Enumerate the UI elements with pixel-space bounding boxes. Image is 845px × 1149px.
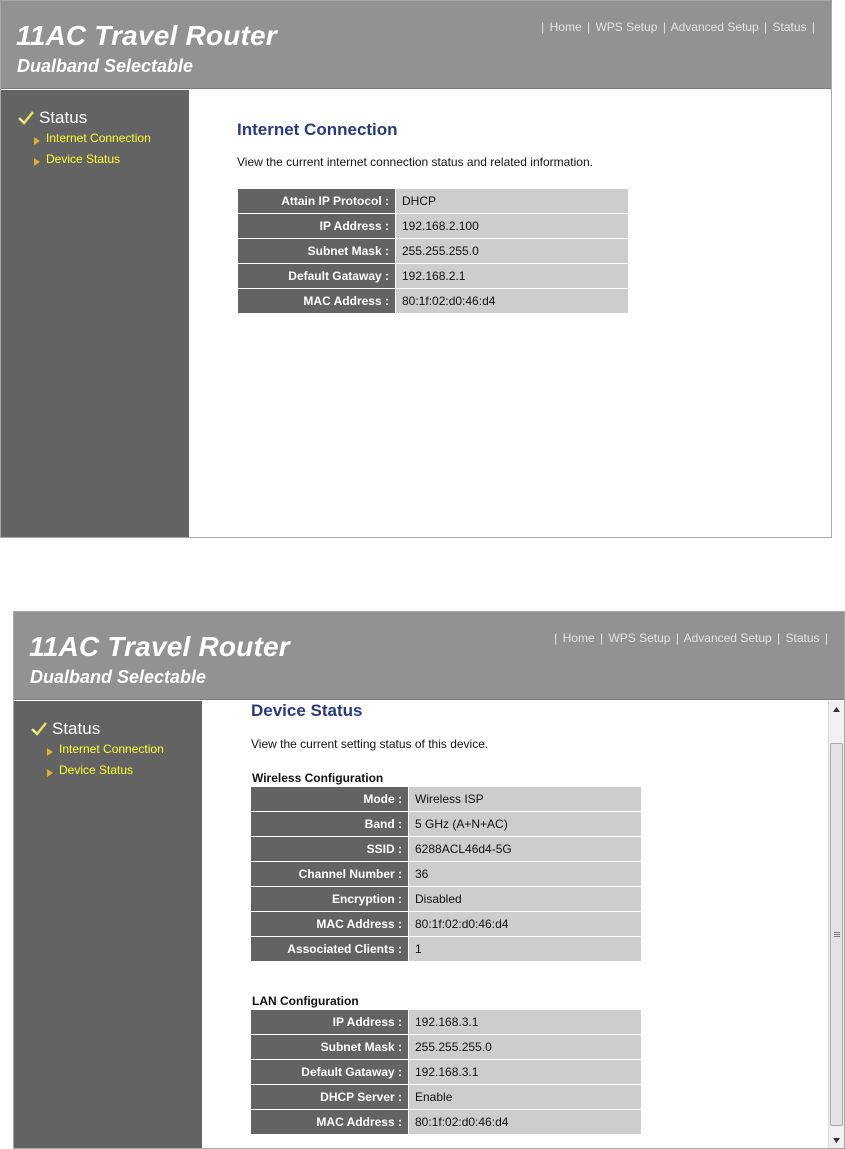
table-row bbox=[251, 912, 641, 936]
sidebar bbox=[1, 90, 189, 537]
content-panel bbox=[189, 90, 831, 537]
sidebar-item-label: Device Status bbox=[46, 152, 121, 166]
sidebar-item-label: Internet Connection bbox=[46, 131, 151, 145]
row-label: IP Address : bbox=[238, 214, 395, 238]
nav-home-link[interactable]: Home bbox=[549, 20, 582, 34]
lan-config-table bbox=[251, 1009, 641, 1135]
nav-separator: | bbox=[662, 20, 666, 34]
lan-config-heading: LAN Configuration bbox=[252, 994, 359, 1008]
brand-title: 11AC Travel Router bbox=[16, 20, 277, 51]
sidebar-item-device-status[interactable] bbox=[33, 151, 120, 167]
row-label: DHCP Server : bbox=[251, 1085, 408, 1109]
content-panel bbox=[202, 701, 844, 1148]
sidebar-item-label: Device Status bbox=[59, 763, 134, 777]
table-row bbox=[251, 1085, 641, 1109]
scroll-up-button[interactable] bbox=[829, 701, 844, 717]
arrow-down-icon bbox=[833, 1138, 840, 1143]
row-label: IP Address : bbox=[251, 1010, 408, 1034]
nav-home-link[interactable]: Home bbox=[562, 631, 595, 645]
nav-advanced-setup-link[interactable]: Advanced Setup bbox=[670, 20, 759, 34]
nav-status-link[interactable]: Status bbox=[772, 20, 807, 34]
scrollbar-thumb[interactable] bbox=[830, 743, 843, 1126]
row-label: SSID : bbox=[251, 837, 408, 861]
table-row bbox=[251, 812, 641, 836]
nav-separator: | bbox=[554, 631, 558, 645]
nav-status-link[interactable]: Status bbox=[785, 631, 820, 645]
row-value: 5 GHz (A+N+AC) bbox=[408, 812, 641, 836]
arrow-right-icon bbox=[46, 765, 54, 775]
nav-separator: | bbox=[764, 20, 768, 34]
sidebar-item-device-status[interactable] bbox=[46, 762, 133, 778]
table-row bbox=[251, 887, 641, 911]
row-label: Encryption : bbox=[251, 887, 408, 911]
row-value: 80:1f:02:d0:46:d4 bbox=[395, 289, 628, 313]
brand-title: 11AC Travel Router bbox=[29, 631, 290, 662]
sidebar bbox=[14, 701, 202, 1148]
row-label: Channel Number : bbox=[251, 862, 408, 886]
internet-info-table bbox=[238, 188, 628, 314]
table-row bbox=[238, 189, 628, 213]
table-row bbox=[251, 787, 641, 811]
row-label: Default Gataway : bbox=[251, 1060, 408, 1084]
header bbox=[14, 612, 844, 700]
row-label: Subnet Mask : bbox=[251, 1035, 408, 1059]
grip-icon bbox=[834, 932, 840, 937]
nav-wps-setup-link[interactable]: WPS Setup bbox=[595, 20, 658, 34]
row-label: Band : bbox=[251, 812, 408, 836]
row-label: MAC Address : bbox=[238, 289, 395, 313]
row-value: Disabled bbox=[408, 887, 641, 911]
row-label: Mode : bbox=[251, 787, 408, 811]
table-row bbox=[251, 1060, 641, 1084]
arrow-right-icon bbox=[46, 744, 54, 754]
sidebar-item-internet-connection[interactable] bbox=[46, 741, 164, 757]
row-label: Default Gataway : bbox=[238, 264, 395, 288]
arrow-up-icon bbox=[833, 707, 840, 712]
nav-separator: | bbox=[586, 20, 591, 34]
row-value: 192.168.2.1 bbox=[395, 264, 628, 288]
checkmark-icon bbox=[30, 720, 48, 738]
page-title: Device Status bbox=[251, 701, 363, 720]
page-description: View the current setting status of this device. bbox=[251, 737, 489, 751]
table-row bbox=[251, 1035, 641, 1059]
page-description: View the current internet connection status and related information. bbox=[237, 155, 593, 169]
wireless-config-table bbox=[251, 786, 641, 962]
table-row bbox=[251, 862, 641, 886]
sidebar-heading-label: Status bbox=[52, 719, 101, 738]
router-window-internet-connection bbox=[0, 0, 832, 538]
nav-separator: | bbox=[541, 20, 545, 34]
row-value: DHCP bbox=[395, 189, 628, 213]
row-value: 80:1f:02:d0:46:d4 bbox=[408, 1110, 641, 1134]
nav-separator: | bbox=[824, 631, 828, 645]
wireless-config-heading: Wireless Configuration bbox=[252, 771, 384, 785]
table-row bbox=[251, 1110, 641, 1134]
nav-advanced-setup-link[interactable]: Advanced Setup bbox=[683, 631, 772, 645]
table-row bbox=[238, 239, 628, 263]
row-value: 1 bbox=[408, 937, 641, 961]
row-label: MAC Address : bbox=[251, 1110, 408, 1134]
brand-subtitle: Dualband Selectable bbox=[30, 667, 207, 687]
checkmark-icon bbox=[17, 109, 35, 127]
row-value: 192.168.2.100 bbox=[395, 214, 628, 238]
row-value: 192.168.3.1 bbox=[408, 1010, 641, 1034]
sidebar-heading[interactable] bbox=[30, 718, 100, 740]
page-title: Internet Connection bbox=[237, 120, 398, 139]
row-value: 80:1f:02:d0:46:d4 bbox=[408, 912, 641, 936]
arrow-right-icon bbox=[33, 154, 41, 164]
vertical-scrollbar[interactable] bbox=[828, 701, 844, 1148]
top-nav bbox=[552, 631, 830, 645]
scroll-down-button[interactable] bbox=[829, 1132, 844, 1148]
row-value: 255.255.255.0 bbox=[408, 1035, 641, 1059]
brand-subtitle: Dualband Selectable bbox=[17, 56, 194, 76]
table-row bbox=[238, 214, 628, 238]
row-value: 255.255.255.0 bbox=[395, 239, 628, 263]
nav-separator: | bbox=[811, 20, 815, 34]
table-row bbox=[238, 264, 628, 288]
row-value: 6288ACL46d4-5G bbox=[408, 837, 641, 861]
row-value: Enable bbox=[408, 1085, 641, 1109]
nav-separator: | bbox=[599, 631, 604, 645]
row-value: Wireless ISP bbox=[408, 787, 641, 811]
row-label: Attain IP Protocol : bbox=[238, 189, 395, 213]
row-value: 36 bbox=[408, 862, 641, 886]
nav-separator: | bbox=[675, 631, 679, 645]
sidebar-heading-label: Status bbox=[39, 108, 88, 127]
table-row bbox=[238, 289, 628, 313]
table-row bbox=[251, 937, 641, 961]
sidebar-heading[interactable] bbox=[17, 107, 87, 129]
sidebar-item-internet-connection[interactable] bbox=[33, 130, 151, 146]
row-value: 192.168.3.1 bbox=[408, 1060, 641, 1084]
nav-separator: | bbox=[777, 631, 781, 645]
sidebar-item-label: Internet Connection bbox=[59, 742, 164, 756]
header bbox=[1, 1, 831, 89]
nav-wps-setup-link[interactable]: WPS Setup bbox=[608, 631, 671, 645]
table-row bbox=[251, 837, 641, 861]
router-window-device-status bbox=[13, 611, 845, 1149]
top-nav bbox=[539, 20, 817, 34]
row-label: Subnet Mask : bbox=[238, 239, 395, 263]
row-label: MAC Address : bbox=[251, 912, 408, 936]
arrow-right-icon bbox=[33, 133, 41, 143]
table-row bbox=[251, 1010, 641, 1034]
row-label: Associated Clients : bbox=[251, 937, 408, 961]
